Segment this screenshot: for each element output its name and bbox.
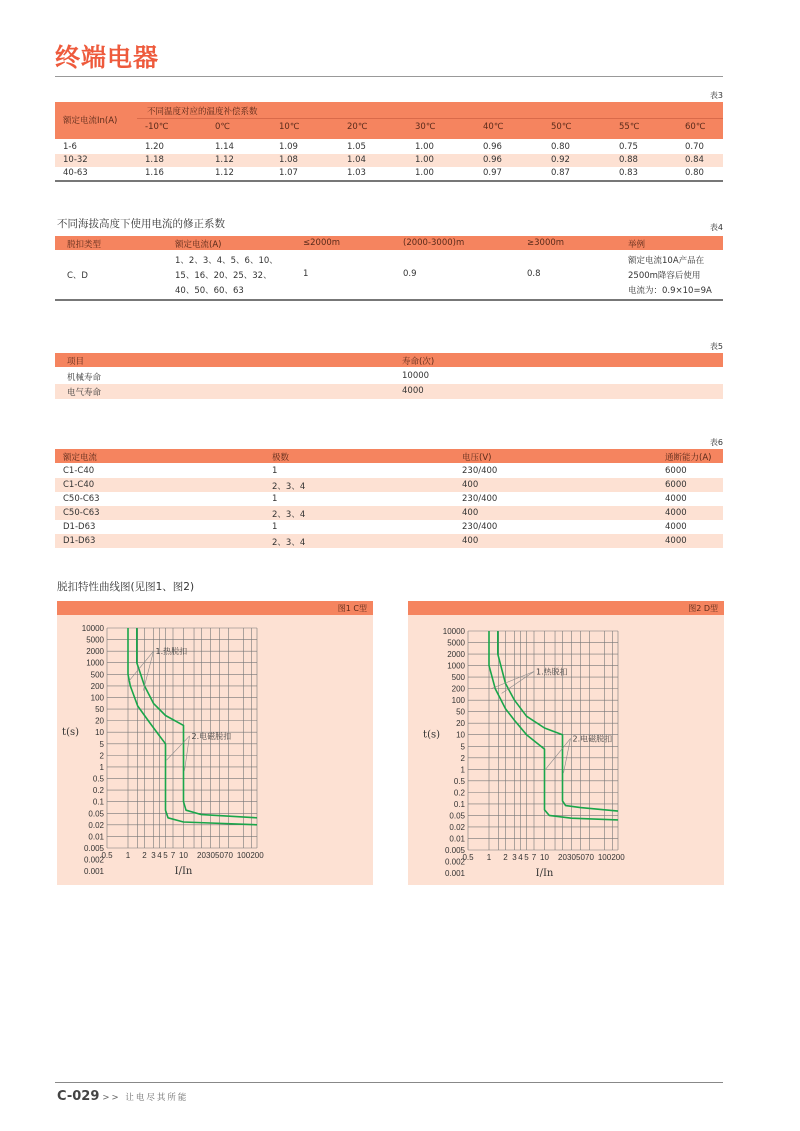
annotation-thermal-trip: 1.热脱扣	[155, 647, 188, 657]
coefficient: 1.04	[347, 155, 366, 165]
column-header: 电压(V)	[462, 453, 492, 463]
cell: 400	[462, 480, 479, 490]
cell: D1-D63	[63, 522, 96, 532]
coefficient: 1.03	[347, 168, 366, 178]
y-tick-label: 0.001	[444, 869, 465, 879]
x-tick-label: 0.5	[101, 851, 113, 860]
chart-title: 图1 C型	[337, 604, 367, 613]
cell: 1	[272, 522, 278, 532]
current-range: 40-63	[63, 168, 88, 178]
y-tick-label: 100	[451, 696, 465, 706]
cell: 机械寿命	[67, 373, 102, 383]
coefficient: 0.96	[483, 155, 502, 165]
y-tick-label: 2000	[447, 650, 465, 660]
cell: 4000	[402, 386, 424, 396]
y-tick-label: 500	[90, 670, 104, 680]
table-row	[55, 464, 723, 478]
annotation-leader	[185, 736, 190, 771]
y-tick-label: 0.5	[92, 774, 104, 784]
y-tick-label: 5	[99, 739, 104, 749]
chart-d-svg	[408, 601, 724, 885]
cell: 230/400	[462, 466, 498, 476]
x-tick-label: 5	[524, 853, 529, 862]
coefficient: 1.05	[347, 142, 366, 152]
y-tick-label: 0.002	[83, 855, 104, 865]
coefficient: 0.80	[685, 168, 704, 178]
coefficient: 0.88	[619, 155, 638, 165]
page-number: C-029	[57, 1089, 100, 1104]
chart-c-svg	[57, 601, 373, 885]
x-tick-label: 50	[576, 853, 585, 862]
cell: C1-C40	[63, 466, 95, 476]
table3-group-header: 不同温度对应的温度补偿系数	[147, 107, 258, 117]
coefficient: 0.92	[551, 155, 570, 165]
trip-curve-lower	[128, 628, 257, 825]
x-tick-label: 7	[531, 853, 537, 862]
coefficient: 0.70	[685, 142, 704, 152]
annotation-magnetic-trip: 2.电磁脱扣	[191, 731, 232, 741]
cell: 230/400	[462, 494, 498, 504]
cell: 电气寿命	[67, 388, 102, 398]
x-tick-label: 4	[157, 851, 162, 860]
current-range: 10-32	[63, 155, 88, 165]
annotation-magnetic-trip: 2.电磁脱扣	[572, 734, 613, 744]
y-axis-label: t(s)	[423, 729, 440, 741]
table-row	[55, 520, 723, 534]
y-axis-label: t(s)	[62, 727, 79, 739]
cell: C50-C63	[63, 508, 100, 518]
coefficient: 0.84	[685, 155, 704, 165]
coefficient: 0.83	[619, 168, 638, 178]
table-row	[55, 154, 723, 167]
coefficient: 1.08	[279, 155, 298, 165]
x-tick-label: 3	[151, 851, 156, 860]
cell: 2、3、4	[272, 538, 306, 548]
temp-header: 55℃	[619, 122, 640, 132]
x-tick-label: 30	[567, 853, 576, 862]
y-tick-label: 5	[460, 742, 465, 752]
annotation-leader	[546, 738, 571, 769]
x-tick-label: 30	[206, 851, 215, 860]
footer-divider	[55, 1082, 723, 1083]
temp-header: 0℃	[215, 122, 230, 132]
coefficient: 0.87	[551, 168, 570, 178]
table-row	[55, 534, 723, 548]
y-tick-label: 10000	[81, 624, 104, 633]
table3-header	[55, 102, 723, 139]
factor-ge3000: 0.8	[527, 269, 541, 279]
footer	[57, 1089, 188, 1104]
rated-currents-line: 1、2、3、4、5、6、10、	[175, 256, 278, 266]
x-tick-label: 2	[503, 853, 508, 862]
table4-title: 不同海拔高度下使用电流的修正系数	[57, 218, 225, 230]
temp-header: 60℃	[685, 122, 706, 132]
factor-2000-3000: 0.9	[403, 269, 417, 279]
x-axis-label: I/In	[174, 866, 193, 877]
x-tick-label: 100	[236, 851, 251, 860]
cell: 400	[462, 536, 479, 546]
coefficient: 1.00	[415, 168, 434, 178]
cell: 2、3、4	[272, 482, 306, 492]
annotation-leader	[564, 738, 571, 773]
y-tick-label: 0.005	[83, 844, 104, 853]
cell: 4000	[665, 508, 687, 518]
temp-header: 30℃	[415, 122, 436, 132]
coefficient: 1.00	[415, 142, 434, 152]
y-tick-label: 1	[99, 762, 104, 772]
coefficient: 0.97	[483, 168, 502, 178]
current-range: 1-6	[63, 142, 77, 152]
x-tick-label: 50	[215, 851, 224, 860]
cell: 2、3、4	[272, 510, 306, 520]
y-tick-label: 0.005	[444, 846, 465, 855]
trip-curve-upper	[137, 628, 257, 818]
table5-label: 表5	[709, 342, 723, 351]
chart-title: 图2 D型	[688, 604, 718, 613]
coefficient: 1.20	[145, 142, 164, 152]
cell: 4000	[665, 494, 687, 504]
header-divider	[137, 118, 723, 119]
table3-bottom-rule	[55, 180, 723, 182]
table4-header	[55, 236, 723, 250]
rated-currents-line: 15、16、20、25、32、	[175, 271, 272, 281]
factor-le2000: 1	[303, 269, 309, 279]
column-header: 额定电流	[63, 453, 98, 463]
trip-curve-lower	[489, 631, 618, 820]
cell: 1	[272, 466, 278, 476]
y-tick-label: 500	[451, 673, 465, 683]
trip-type: C、D	[67, 271, 88, 281]
y-tick-label: 0.001	[83, 867, 104, 877]
y-tick-label: 0.05	[88, 809, 104, 819]
y-tick-label: 0.5	[453, 776, 465, 786]
cell: 6000	[665, 466, 687, 476]
column-header: ≤2000m	[303, 238, 341, 248]
coefficient: 1.14	[215, 142, 234, 152]
cell: 1	[272, 494, 278, 504]
y-tick-label: 10000	[442, 627, 465, 636]
x-tick-label: 10	[179, 851, 188, 860]
annotation-thermal-trip: 1.热脱扣	[536, 667, 568, 677]
coefficient: 1.18	[145, 155, 164, 165]
x-tick-label: 5	[163, 851, 168, 860]
table-row	[55, 369, 723, 384]
x-tick-label: 20	[558, 853, 567, 862]
y-tick-label: 0.2	[92, 786, 104, 796]
cell: D1-D63	[63, 536, 96, 546]
y-tick-label: 10	[456, 730, 465, 740]
y-tick-label: 5000	[447, 638, 465, 648]
table-row	[55, 492, 723, 506]
table-row	[55, 141, 723, 154]
column-header: 举例	[628, 240, 646, 250]
table4-bottom-rule	[55, 299, 723, 301]
y-tick-label: 10	[95, 728, 104, 738]
temp-header: 10℃	[279, 122, 300, 132]
cell: C50-C63	[63, 494, 100, 504]
example-line: 电流为：0.9×10=9A	[628, 286, 712, 296]
table6-label: 表6	[709, 438, 723, 447]
rated-currents-line: 40、50、60、63	[175, 286, 244, 296]
x-tick-label: 200	[250, 851, 264, 860]
y-tick-label: 0.02	[449, 822, 465, 832]
y-tick-label: 0.002	[444, 857, 465, 867]
coefficient: 1.09	[279, 142, 298, 152]
column-header: 脱扣类型	[67, 240, 102, 250]
temp-header: -10℃	[145, 122, 169, 132]
coefficient: 1.12	[215, 155, 234, 165]
table-row	[55, 167, 723, 180]
x-tick-label: 2	[142, 851, 147, 860]
x-tick-label: 7	[170, 851, 176, 860]
table-row	[55, 506, 723, 520]
table3-col0-header: 额定电流In(A)	[63, 116, 118, 126]
coefficient: 1.16	[145, 168, 164, 178]
table-row	[55, 478, 723, 492]
cell: 4000	[665, 536, 687, 546]
x-tick-label: 100	[597, 853, 612, 862]
x-tick-label: 200	[611, 853, 625, 862]
y-tick-label: 200	[451, 684, 465, 694]
page-title: 终端电器	[55, 43, 160, 72]
y-tick-label: 1000	[86, 658, 104, 668]
example-line: 2500m降容后使用	[628, 271, 701, 281]
column-header: 寿命(次)	[402, 357, 435, 367]
table5-header	[55, 353, 723, 367]
y-tick-label: 0.1	[453, 799, 465, 809]
cell: 6000	[665, 480, 687, 490]
x-tick-label: 4	[518, 853, 523, 862]
y-tick-label: 0.2	[453, 788, 465, 798]
y-tick-label: 2	[99, 751, 104, 761]
column-header: 通断能力(A)	[665, 453, 712, 463]
y-tick-label: 0.02	[88, 820, 104, 830]
table3-label: 表3	[709, 91, 723, 100]
example-line: 额定电流10A产品在	[628, 256, 705, 266]
curves-title: 脱扣特性曲线图(见图1、图2)	[57, 581, 195, 593]
annotation-leader	[167, 736, 190, 760]
y-tick-label: 0.01	[449, 834, 465, 844]
temp-header: 50℃	[551, 122, 572, 132]
coefficient: 0.80	[551, 142, 570, 152]
table4-label: 表4	[709, 223, 723, 232]
x-tick-label: 10	[540, 853, 549, 862]
cell: C1-C40	[63, 480, 95, 490]
y-tick-label: 2	[460, 753, 465, 763]
y-tick-label: 50	[456, 707, 465, 717]
coefficient: 1.00	[415, 155, 434, 165]
chart-c-type	[57, 601, 373, 885]
table-row	[55, 384, 723, 399]
coefficient: 0.75	[619, 142, 638, 152]
y-tick-label: 50	[95, 705, 104, 715]
column-header: 额定电流(A)	[175, 240, 222, 250]
x-tick-label: 20	[197, 851, 206, 860]
cell: 400	[462, 508, 479, 518]
y-tick-label: 0.05	[449, 811, 465, 821]
x-tick-label: 1	[125, 851, 131, 860]
y-tick-label: 100	[90, 693, 104, 703]
column-header: 极数	[272, 453, 290, 463]
chart-d-type	[408, 601, 724, 885]
coefficient: 1.12	[215, 168, 234, 178]
x-tick-label: 0.5	[462, 853, 474, 862]
footer-slogan: >> 让电尽其所能	[102, 1093, 189, 1103]
column-header: 项目	[67, 357, 85, 367]
x-tick-label: 70	[585, 853, 594, 862]
title-divider	[55, 76, 723, 77]
y-tick-label: 5000	[86, 635, 104, 645]
table6-header	[55, 449, 723, 463]
y-tick-label: 0.01	[88, 832, 104, 842]
cell: 230/400	[462, 522, 498, 532]
y-tick-label: 200	[90, 681, 104, 691]
table4-row	[55, 250, 723, 298]
x-tick-label: 70	[224, 851, 233, 860]
column-header: ≥3000m	[527, 238, 565, 248]
coefficient: 0.96	[483, 142, 502, 152]
y-tick-label: 1000	[447, 661, 465, 671]
y-tick-label: 20	[456, 719, 465, 729]
y-tick-label: 0.1	[92, 797, 104, 807]
x-tick-label: 1	[486, 853, 492, 862]
cell: 4000	[665, 522, 687, 532]
coefficient: 1.07	[279, 168, 298, 178]
y-tick-label: 20	[95, 716, 104, 726]
cell: 10000	[402, 371, 430, 381]
y-tick-label: 2000	[86, 647, 104, 657]
y-tick-label: 1	[460, 765, 465, 775]
column-header: (2000-3000)m	[403, 238, 465, 248]
temp-header: 20℃	[347, 122, 368, 132]
temp-header: 40℃	[483, 122, 504, 132]
x-axis-label: I/In	[535, 868, 554, 879]
x-tick-label: 3	[512, 853, 517, 862]
